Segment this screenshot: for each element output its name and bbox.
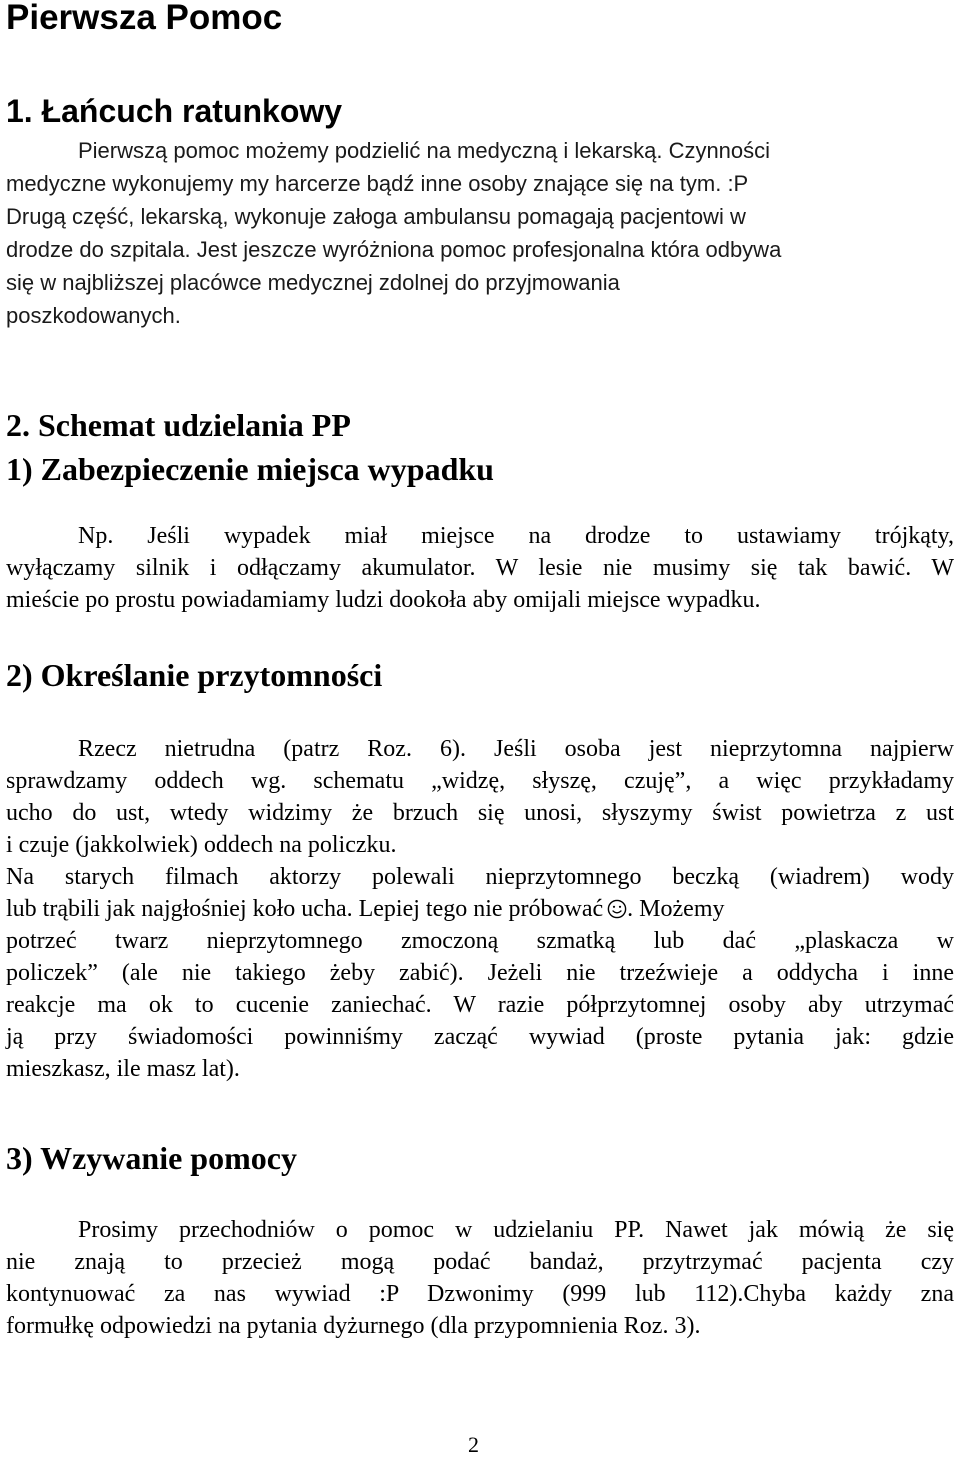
paragraph-line: mieście po prostu powiadamiamy ludzi dookoła aby omijali miejsce wypadku. [6,587,761,613]
step-1-heading: 1) Zabezpieczenie miejsca wypadku [6,451,494,487]
paragraph-line: Pierwszą pomoc możemy podzielić na medyczną i lekarską. Czynności [78,138,771,163]
paragraph-line: potrzeć twarz nieprzytomnego zmoczoną szmatką lub dać „plaskacza w [6,928,954,954]
step-3-heading: 3) Wzywanie pomocy [6,1140,297,1176]
paragraph-line: Drugą część, lekarską, wykonuje załoga ambulansu pomagają pacjentowi w [6,204,746,229]
paragraph-line: sprawdzamy oddech wg. schematu „widzę, słyszę, czuję”, a więc przykładamy [6,768,954,794]
paragraph-line: poszkodowanych. [6,303,181,328]
paragraph-line: Prosimy przechodniów o pomoc w udzielaniu PP. Nawet jak mówią że się [78,1217,954,1243]
section-1-paragraph [6,134,938,332]
paragraph-line: policzek” (ale nie takiego żeby zabić). Jeżeli nie trzeźwieje a oddycha i inne [6,960,954,986]
section-2-heading: 2. Schemat udzielania PP [6,407,351,443]
step-2-paragraph [6,733,954,1085]
paragraph-line-with-emoticon [6,893,954,925]
paragraph-line: Na starych filmach aktorzy polewali nieprzytomnego beczką (wiadrem) wody [6,864,954,890]
paragraph-line: drodze do szpitala. Jest jeszcze wyróżniona pomoc profesjonalna która odbywa [6,237,782,262]
smiley-face-icon [607,899,627,919]
paragraph-line: wyłączamy silnik i odłączamy akumulator. W lesie nie musimy się tak bawić. W [6,555,954,581]
step-2-heading: 2) Określanie przytomności [6,657,383,693]
section-1-heading: 1. Łańcuch ratunkowy [6,93,343,129]
paragraph-line: mieszkasz, ile masz lat). [6,1056,240,1082]
step-1-paragraph [6,520,954,616]
line-text: . Możemy [627,896,725,922]
paragraph-line: formułkę odpowiedzi na pytania dyżurnego (dla przypomnienia Roz. 3). [6,1313,701,1339]
paragraph-line: Np. Jeśli wypadek miał miejsce na drodze to ustawiamy trójkąty, [78,523,954,549]
paragraph-line: medyczne wykonujemy my harcerze bądź inne osoby znające się na tym. :P [6,171,749,196]
paragraph-line: i czuje (jakkolwiek) oddech na policzku. [6,832,397,858]
paragraph-line: nie znają to przecież mogą podać bandaż, przytrzymać pacjenta czy [6,1249,954,1275]
paragraph-line: Rzecz nietrudna (patrz Roz. 6). Jeśli osoba jest nieprzytomna najpierw [78,736,954,762]
line-text: lub trąbili jak najgłośniej koło ucha. Lepiej tego nie próbować [6,896,604,922]
paragraph-line: ucho do ust, wtedy widzimy że brzuch się unosi, słyszymy świst powietrza z ust [6,800,954,826]
paragraph-line: się w najbliższej placówce medycznej zdolnej do przyjmowania [6,270,620,295]
page-title: Pierwsza Pomoc [6,0,283,37]
paragraph-line: kontynuować za nas wywiad :P Dzwonimy (999 lub 112).Chyba każdy zna [6,1281,954,1307]
paragraph-line: reakcje ma ok to cucenie zaniechać. W razie półprzytomnej osoby aby utrzymać [6,992,954,1018]
paragraph-line: ją przy świadomości powinniśmy zacząć wywiad (proste pytania jak: gdzie [6,1024,954,1050]
step-3-paragraph [6,1214,954,1342]
page-number: 2 [468,1432,479,1457]
